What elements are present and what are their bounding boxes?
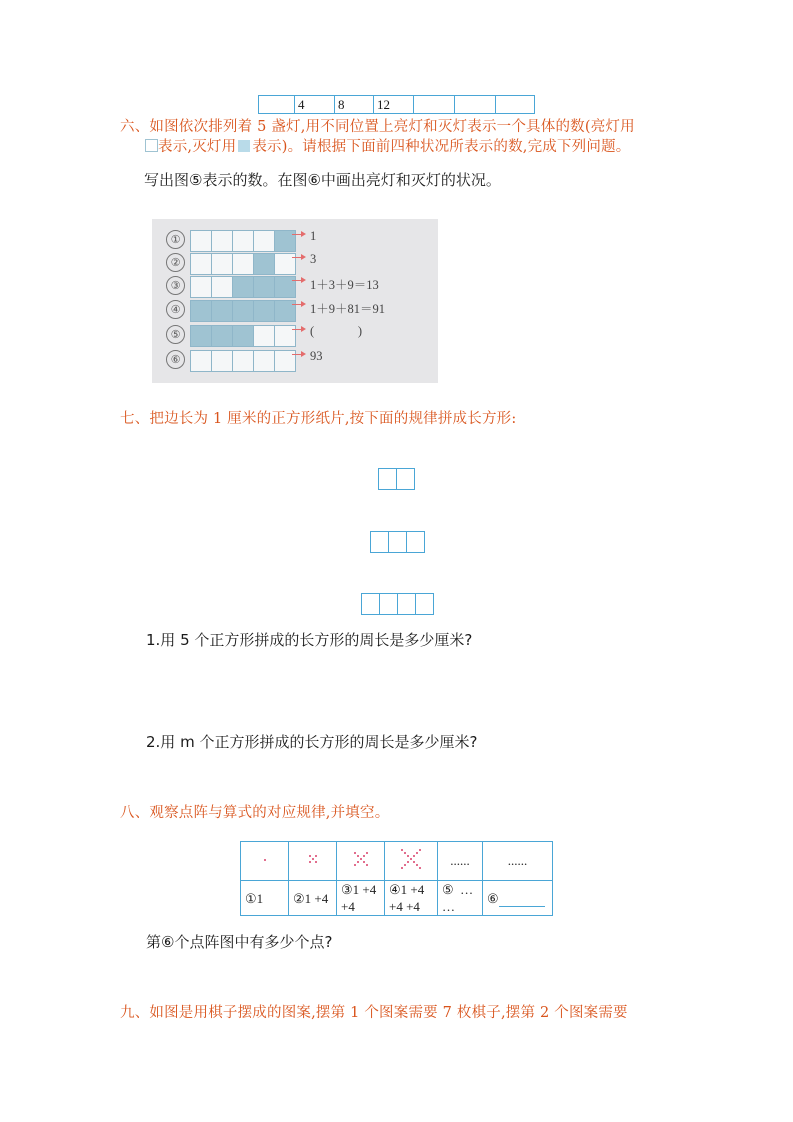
- row-label: ⑤: [166, 325, 185, 344]
- lamp-group: [190, 230, 295, 252]
- top-cell: 12: [374, 96, 414, 114]
- lamp-on: [232, 276, 254, 298]
- lamp-group: [190, 300, 295, 322]
- formula-line: ②1 +4: [293, 890, 329, 906]
- dot-pattern-table: [240, 841, 553, 916]
- square: [397, 593, 416, 615]
- formula-line: ③1 +4: [341, 882, 377, 897]
- lamp-off: [211, 230, 233, 252]
- formula-line: +4 +4: [389, 899, 420, 914]
- formula-cell: [385, 881, 438, 916]
- arrow-icon: [292, 257, 304, 258]
- top-cell: [455, 96, 496, 114]
- square: [370, 531, 389, 553]
- dot-pattern-6: ......: [483, 842, 553, 881]
- lamp-group: [190, 325, 295, 347]
- formula-line: +4: [341, 899, 355, 914]
- square-row-3: [370, 531, 424, 553]
- q9-heading: 九、如图是用棋子摆成的图案,摆第 1 个图案需要 7 枚棋子,摆第 2 个图案需要: [120, 1005, 628, 1021]
- lamp-off: [190, 350, 212, 372]
- lamp-off: [253, 230, 275, 252]
- lamp-photo: [152, 219, 438, 383]
- formula-cell: [241, 881, 289, 916]
- q7-sub2: 2.用 m 个正方形拼成的长方形的周长是多少厘米?: [146, 733, 478, 751]
- lamp-group: [190, 253, 295, 275]
- top-number-table: [258, 95, 535, 114]
- lamp-off: [211, 276, 233, 298]
- arrow-icon: [292, 304, 304, 305]
- dot-pattern-2: [289, 842, 337, 881]
- square: [379, 593, 398, 615]
- formula-line: ④1 +4: [389, 882, 425, 897]
- row-label: ②: [166, 253, 185, 272]
- top-cell: 4: [295, 96, 335, 114]
- row-label: ⑥: [166, 350, 185, 369]
- square: [396, 468, 415, 490]
- square: [378, 468, 397, 490]
- row-label: ④: [166, 300, 185, 319]
- lamp-on: [253, 276, 275, 298]
- top-cell: [496, 96, 535, 114]
- row-answer: 93: [310, 349, 323, 363]
- row-answer: 1＋9＋81＝91: [310, 302, 386, 316]
- dot-pattern-4: [385, 842, 438, 881]
- square-row-4: [361, 593, 433, 615]
- lamp-row: [152, 350, 438, 372]
- dot-pattern-3: [337, 842, 385, 881]
- row-answer: 3: [310, 252, 317, 266]
- lamp-group: [190, 350, 295, 372]
- q6-instruction: 写出图⑤表示的数。在图⑥中画出亮灯和灭灯的状况。: [144, 171, 501, 189]
- lamp-on: [190, 325, 212, 347]
- row-label: ①: [166, 230, 185, 249]
- formula-cell: [483, 881, 553, 916]
- square: [406, 531, 425, 553]
- lamp-group: [190, 276, 295, 298]
- dot-pattern-ellipsis: ......: [438, 842, 483, 881]
- lamp-on: [253, 300, 275, 322]
- square: [415, 593, 434, 615]
- lamp-on: [211, 300, 233, 322]
- formula-cell: [337, 881, 385, 916]
- lamp-on: [211, 325, 233, 347]
- formula-line: ⑥: [487, 890, 499, 906]
- top-cell: 8: [335, 96, 374, 114]
- lamp-row: [152, 230, 438, 252]
- q6-heading-part-a: 表示,灭灯用: [158, 139, 237, 155]
- row-answer: 1＋3＋9＝13: [310, 278, 379, 292]
- unlit-lamp-icon: [238, 140, 250, 152]
- formula-cell: [289, 881, 337, 916]
- top-cell: [414, 96, 455, 114]
- lamp-off: [232, 230, 254, 252]
- row-label: ③: [166, 276, 185, 295]
- lamp-off: [253, 325, 275, 347]
- lamp-off: [211, 350, 233, 372]
- q8-heading: 八、观察点阵与算式的对应规律,并填空。: [120, 805, 390, 821]
- q7-heading: 七、把边长为 1 厘米的正方形纸片,按下面的规律拼成长方形:: [120, 411, 517, 427]
- dot-pattern-1: [241, 842, 289, 881]
- q8-question: 第⑥个点阵图中有多少个点?: [146, 933, 333, 951]
- square-row-2: [378, 468, 414, 490]
- q6-heading-line2: [145, 135, 705, 159]
- lamp-off: [190, 276, 212, 298]
- lamp-off: [190, 253, 212, 275]
- lamp-off: [232, 350, 254, 372]
- lamp-off: [253, 350, 275, 372]
- lamp-on: [232, 325, 254, 347]
- lamp-row: [152, 253, 438, 275]
- lamp-off: [232, 253, 254, 275]
- square: [388, 531, 407, 553]
- arrow-icon: [292, 354, 304, 355]
- top-cell: [259, 96, 295, 114]
- lamp-off: [190, 230, 212, 252]
- lit-lamp-icon: [145, 139, 158, 152]
- q6-heading-part-b: 表示)。请根据下面前四种状况所表示的数,完成下列问题。: [252, 139, 631, 155]
- lamp-row: [152, 325, 438, 347]
- answer-blank[interactable]: [499, 894, 545, 907]
- formula-line: ⑤ …: [442, 882, 474, 897]
- lamp-row: [152, 300, 438, 322]
- lamp-on: [253, 253, 275, 275]
- lamp-row: [152, 276, 438, 298]
- lamp-off: [211, 253, 233, 275]
- square: [361, 593, 380, 615]
- q6-heading-line1: 六、如图依次排列着 5 盏灯,用不同位置上亮灯和灭灯表示一个具体的数(亮灯用: [120, 119, 635, 135]
- formula-line: …: [442, 899, 455, 914]
- arrow-icon: [292, 280, 304, 281]
- lamp-on: [190, 300, 212, 322]
- row-answer: ( ): [310, 324, 363, 338]
- formula-line: ①1: [245, 890, 264, 906]
- arrow-icon: [292, 329, 304, 330]
- formula-cell: [438, 881, 483, 916]
- lamp-on: [232, 300, 254, 322]
- arrow-icon: [292, 234, 304, 235]
- row-answer: 1: [310, 229, 317, 243]
- q7-sub1: 1.用 5 个正方形拼成的长方形的周长是多少厘米?: [146, 631, 473, 649]
